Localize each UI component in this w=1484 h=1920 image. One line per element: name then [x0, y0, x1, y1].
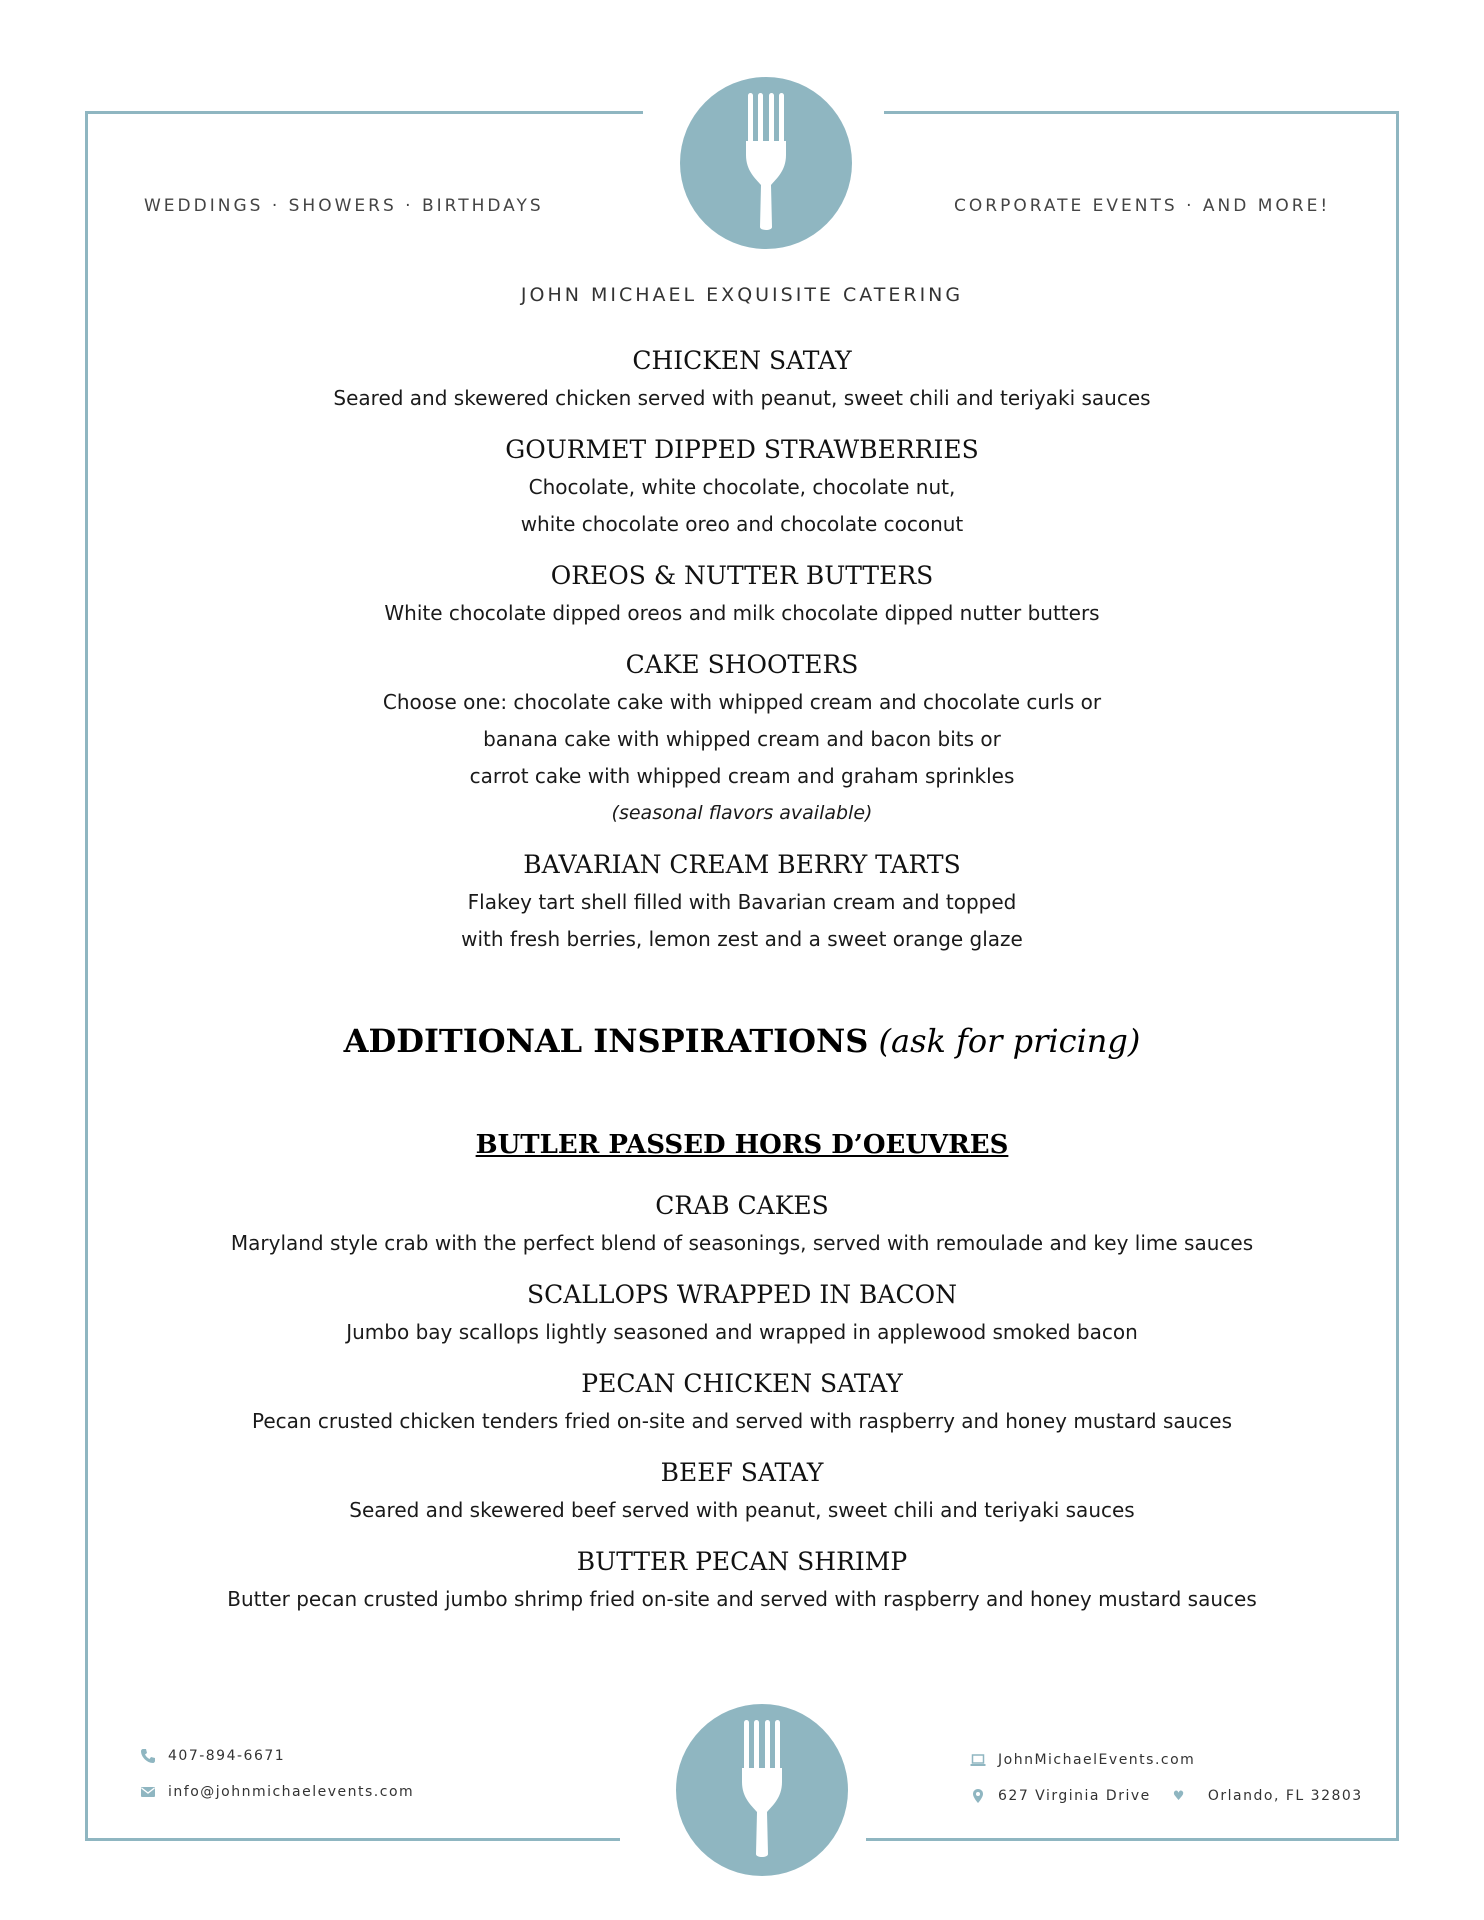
menu-item-title: CRAB CAKES	[655, 1191, 829, 1220]
hors-doeuvres-title: BUTLER PASSED HORS D’OEUVRES	[475, 1130, 1009, 1160]
menu-item-desc: White chocolate dipped oreos and milk chocolate dipped nutter butters	[384, 601, 1100, 625]
menu-item-title: BAVARIAN CREAM BERRY TARTS	[523, 850, 961, 879]
menu-item-desc: Flakey tart shell filled with Bavarian cream and topped	[467, 890, 1017, 914]
menu-item-desc: banana cake with whipped cream and bacon bits or	[483, 727, 1001, 751]
menu-item	[0, 1276, 1484, 1351]
menu-item-desc: Butter pecan crusted jumbo shrimp fried on-site and served with raspberry and honey mustard sauces	[227, 1587, 1257, 1611]
menu-item-title: BUTTER PECAN SHRIMP	[576, 1547, 908, 1576]
menu-item-title: OREOS & NUTTER BUTTERS	[550, 561, 934, 590]
menu-item-title: CAKE SHOOTERS	[625, 650, 859, 679]
menu-item-desc: Jumbo bay scallops lightly seasoned and wrapped in applewood smoked bacon	[346, 1320, 1138, 1344]
city-text: Orlando, FL 32803	[1207, 1788, 1363, 1804]
contact-phone[interactable]	[140, 1748, 285, 1764]
menu-item-title: GOURMET DIPPED STRAWBERRIES	[505, 435, 979, 464]
menu-item	[0, 646, 1484, 832]
tagline-right: CORPORATE EVENTS · AND MORE!	[954, 196, 1331, 216]
menu-item-desc: carrot cake with whipped cream and graham sprinkles	[469, 764, 1015, 788]
frame-bottom-right	[866, 1838, 1399, 1841]
bottom-logo	[676, 1704, 848, 1876]
frame-top-left	[85, 111, 643, 114]
menu-item-desc: Chocolate, white chocolate, chocolate nut,	[528, 475, 956, 499]
contact-website[interactable]	[970, 1752, 1195, 1768]
inspirations-title: ADDITIONAL INSPIRATIONS	[343, 1022, 869, 1060]
menu-item-desc: white chocolate oreo and chocolate coconut	[520, 512, 964, 536]
menu-item-title: CHICKEN SATAY	[632, 346, 852, 375]
menu-item	[0, 342, 1484, 417]
phone-icon	[140, 1748, 156, 1764]
menu-item-desc: Choose one: chocolate cake with whipped cream and chocolate curls or	[382, 690, 1102, 714]
menu-item-desc: Seared and skewered beef served with peanut, sweet chili and teriyaki sauces	[349, 1498, 1135, 1522]
menu-list	[0, 342, 1484, 972]
menu-item	[0, 846, 1484, 958]
menu-item	[0, 1454, 1484, 1529]
heart-icon: ♥	[1172, 1788, 1186, 1804]
map-pin-icon	[970, 1788, 986, 1804]
menu-item	[0, 1187, 1484, 1262]
tagline-left: WEDDINGS · SHOWERS · BIRTHDAYS	[144, 196, 544, 216]
frame-top-right	[884, 111, 1399, 114]
address-text: 627 Virginia Drive	[998, 1788, 1151, 1804]
menu-item	[0, 1543, 1484, 1618]
hors-doeuvres-list	[0, 1187, 1484, 1632]
menu-item-title: SCALLOPS WRAPPED IN BACON	[527, 1280, 957, 1309]
inspirations-subtitle: (ask for pricing)	[878, 1022, 1141, 1060]
menu-item	[0, 557, 1484, 632]
brand-name: JOHN MICHAEL EXQUISITE CATERING	[520, 284, 964, 306]
menu-item-desc: Seared and skewered chicken served with peanut, sweet chili and teriyaki sauces	[333, 386, 1151, 410]
menu-item-desc: Pecan crusted chicken tenders fried on-site and served with raspberry and honey mustard sauces	[251, 1409, 1233, 1433]
top-logo	[680, 77, 852, 249]
fork-icon	[732, 1720, 792, 1860]
menu-item	[0, 1365, 1484, 1440]
menu-item-title: BEEF SATAY	[660, 1458, 824, 1487]
website-text: JohnMichaelEvents.com	[998, 1752, 1196, 1768]
phone-text: 407-894-6671	[168, 1748, 286, 1764]
menu-item	[0, 431, 1484, 543]
inspirations-heading	[0, 1022, 1484, 1060]
menu-item-desc: Maryland style crab with the perfect blend of seasonings, served with remoulade and key lime sauces	[230, 1231, 1254, 1255]
contact-email[interactable]	[140, 1784, 414, 1800]
email-text: info@johnmichaelevents.com	[168, 1784, 415, 1800]
menu-item-desc: with fresh berries, lemon zest and a sweet orange glaze	[461, 927, 1023, 951]
fork-icon	[736, 93, 796, 233]
menu-item-note: (seasonal flavors available)	[611, 802, 873, 824]
frame-bottom-left	[85, 1838, 620, 1841]
laptop-icon	[970, 1752, 986, 1768]
contact-address	[970, 1788, 1363, 1804]
menu-item-title: PECAN CHICKEN SATAY	[581, 1369, 903, 1398]
envelope-icon	[140, 1784, 156, 1800]
